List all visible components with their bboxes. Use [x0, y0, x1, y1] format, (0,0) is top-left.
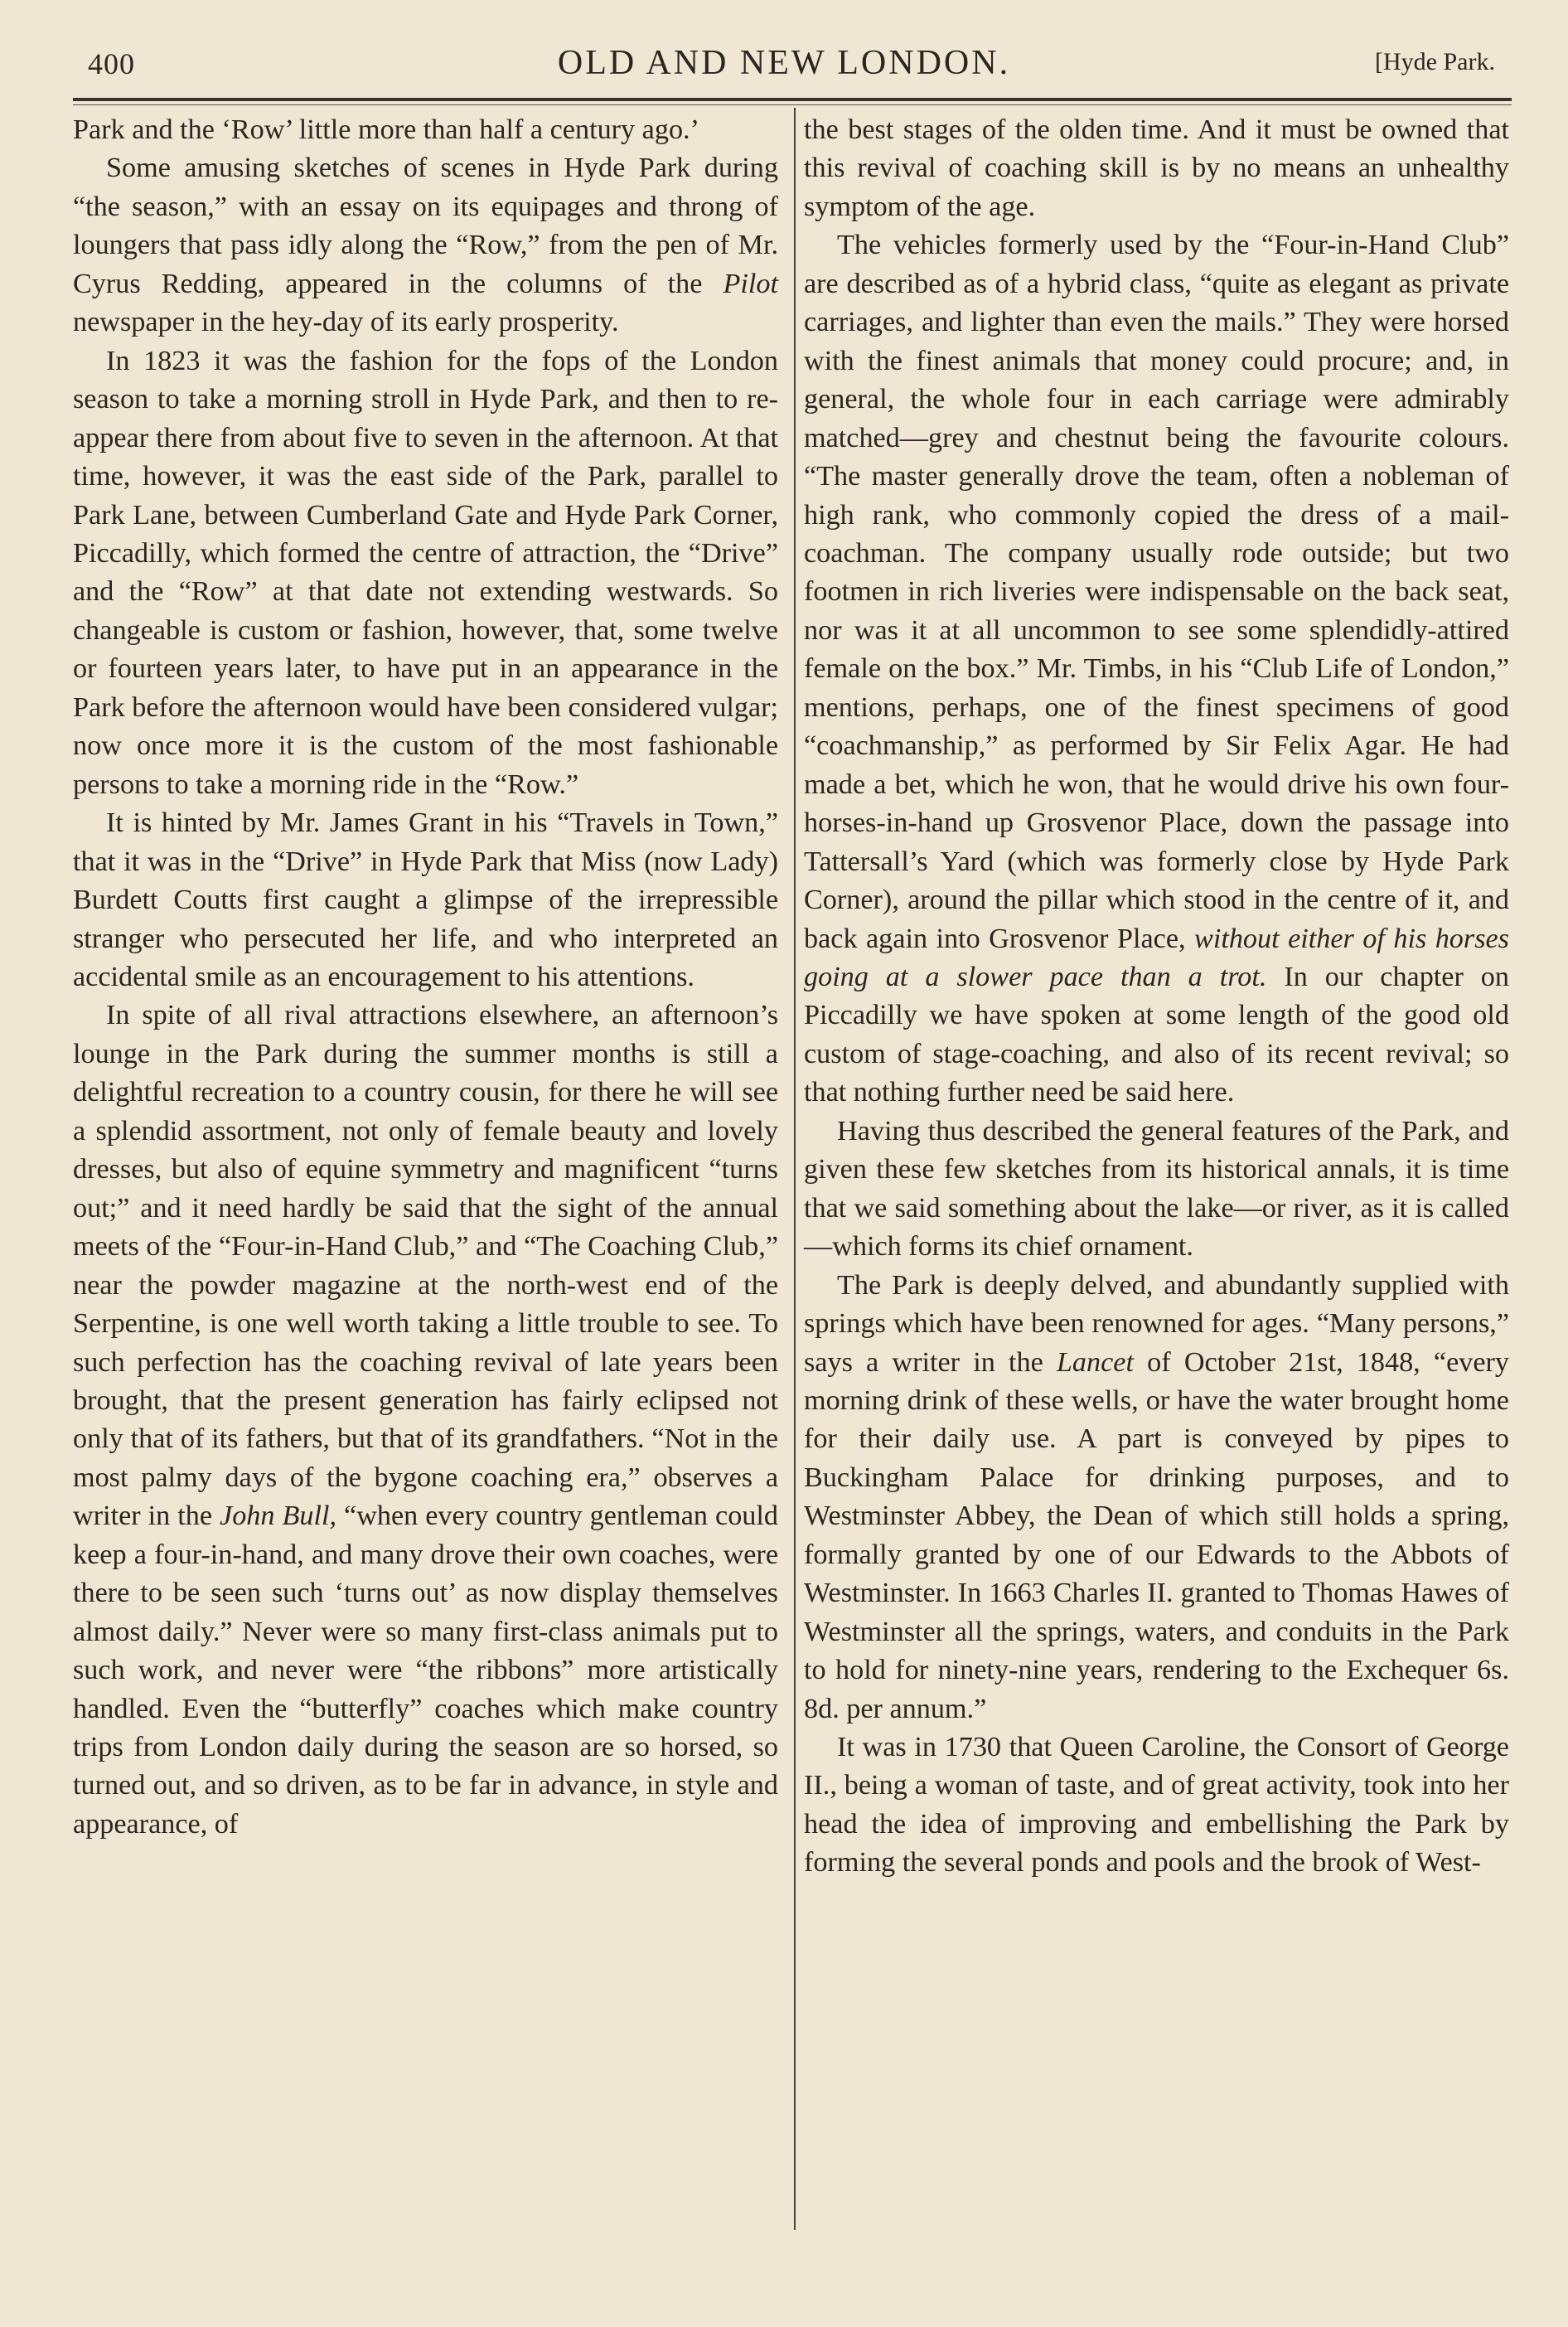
newspaper-title: Pilot [723, 268, 778, 299]
paragraph: the best stages of the olden time. And it must be owned that this revival of coaching skill is by no means an unhealthy symptom of the age. [804, 114, 1509, 222]
paragraph: It was in 1730 that Queen Caroline, the Consort of George II., being a woman of taste, and of great activity, took into her head the idea of improving and embellishing the Park by forming the several ponds and pools and the brook of West- [804, 1732, 1509, 1879]
emphasis: without either of his horses going at a slower pace than a trot. [804, 923, 1509, 992]
paragraph: It is hinted by Mr. James Grant in his “Travels in Town,” that it was in the “Drive” in Hyde Park that Miss (now Lady) Burdett Coutts first caught a glimpse of the irrepressible stranger who persecuted her life, and who interpreted an accidental smile as an encouragement to his attentions. [73, 807, 778, 992]
paragraph: In spite of all rival attractions elsewhere, an afternoon’s lounge in the Park during the summer months is still a delightful recreation to a country cousin, for there he will see a splendid assortment, not only of female beauty and lovely dresses, but also of equine symmetry and magnificent “turns out;” and it need hardly be said that the sight of the annual meets of the “Four-in-Hand Club,” and “The Coaching Club,” near the powder magazine at the north-west end of the Serpentine, is one well worth taking a little trouble to see. To such perfection has the coaching revival of late years been brought, that the present generation has fairly eclipsed not only that of its fathers, but that of its grandfathers. “Not in the most palmy days of the bygone coaching era,” observes a writer in the John Bull, “when every country gentleman could keep a four-in-hand, and many drove their own coaches, were there to be seen such ‘turns out’ as now display themselves almost daily.” Never were so many first-class animals put to such work, and never were “the ribbons” more artistically handled. Even the “butterfly” coaches which make country trips from London daily during the season are so horsed, so turned out, and so driven, as to be far in advance, in style and appearance, of [73, 1000, 778, 1840]
paragraph: Park and the ‘Row’ little more than half a century ago.’ [73, 114, 699, 145]
paragraph: In 1823 it was the fashion for the fops of the London season to take a morning stroll in Hyde Park, and then to re-appear there from about five to seven in the afternoon. At that time, however, it was the east side of the Park, parallel to Park Lane, between Cumberland Gate and Hyde Park Corner, Piccadilly, which formed the centre of attraction, the “Drive” and the “Row” at that date not extending westwards. So changeable is custom or fashion, however, that, some twelve or fourteen years later, to have put in an appearance in the Park before the afternoon would have been considered vulgar; now once more it is the custom of the most fashionable persons to take a morning ride in the “Row.” [73, 345, 778, 800]
running-header [73, 43, 1495, 90]
right-column [804, 111, 1509, 1883]
page-number: 400 [88, 47, 135, 80]
journal-title: Lancet [1056, 1346, 1134, 1378]
paragraph: The Park is deeply delved, and abundantly supplied with springs which have been renowned for ages. “Many persons,” says a writer in the Lancet of October 21st, 1848, “every morning drink of these wells, or have the water brought home for their daily use. A part is conveyed by pipes to Buckingham Palace for drinking purposes, and to Westminster Abbey, the Dean of which still holds a spring, formally granted by one of our Edwards to the Abbots of Westminster. In 1663 Charles II. granted to Thomas Hawes of Westminster all the springs, waters, and conduits in the Park to hold for ninety-nine years, rendering to the Exchequer 6s. 8d. per annum.” [804, 1269, 1509, 1724]
header-rule-thin [73, 104, 1512, 105]
paragraph: The vehicles formerly used by the “Four-in-Hand Club” are described as of a hybrid class, “quite as elegant as private carriages, and lighter than even the mails.” They were horsed with the finest animals that money could procure; and, in general, the whole four in each carriage were admirably matched—grey and chestnut being the favourite colours. “The master generally drove the team, often a nobleman of high rank, who commonly copied the dress of a mail-coachman. The company usually rode outside; but two footmen in rich liveries were indispensable on the back seat, nor was it at all uncommon to see some splendidly-attired female on the box.” Mr. Timbs, in his “Club Life of London,” mentions, perhaps, one of the finest specimens of good “coachmanship,” as performed by Sir Felix Agar. He had made a bet, which he won, that he would drive his own four-horses-in-hand up Grosvenor Place, down the passage into Tattersall’s Yard (which was formerly close by Hyde Park Corner), around the pillar which stood in the centre of it, and back again into Grosvenor Place, without either of his horses going at a slower pace than a trot. In our chapter on Piccadilly we have spoken at some length of the good old custom of stage-coaching, and also of its recent revival; so that nothing further need be said here. [804, 230, 1509, 1108]
header-rule [73, 98, 1512, 101]
paragraph: Some amusing sketches of scenes in Hyde Park during “the season,” with an essay on its equipages and throng of loungers that pass idly along the “Row,” from the pen of Mr. Cyrus Redding, appeared in the columns of the Pilot newspaper in the hey-day of its early prosperity. [73, 153, 778, 338]
book-title: OLD AND NEW LONDON. [557, 44, 1011, 82]
paragraph: Having thus described the general features of the Park, and given these few sketches from its historical annals, it is time that we said something about the lake—or river, as it is called—which forms its chief ornament. [804, 1115, 1509, 1263]
newspaper-title: John Bull, [220, 1500, 337, 1532]
section-title: [Hyde Park. [1375, 48, 1495, 75]
left-column [73, 111, 778, 1844]
column-divider [794, 108, 796, 2230]
